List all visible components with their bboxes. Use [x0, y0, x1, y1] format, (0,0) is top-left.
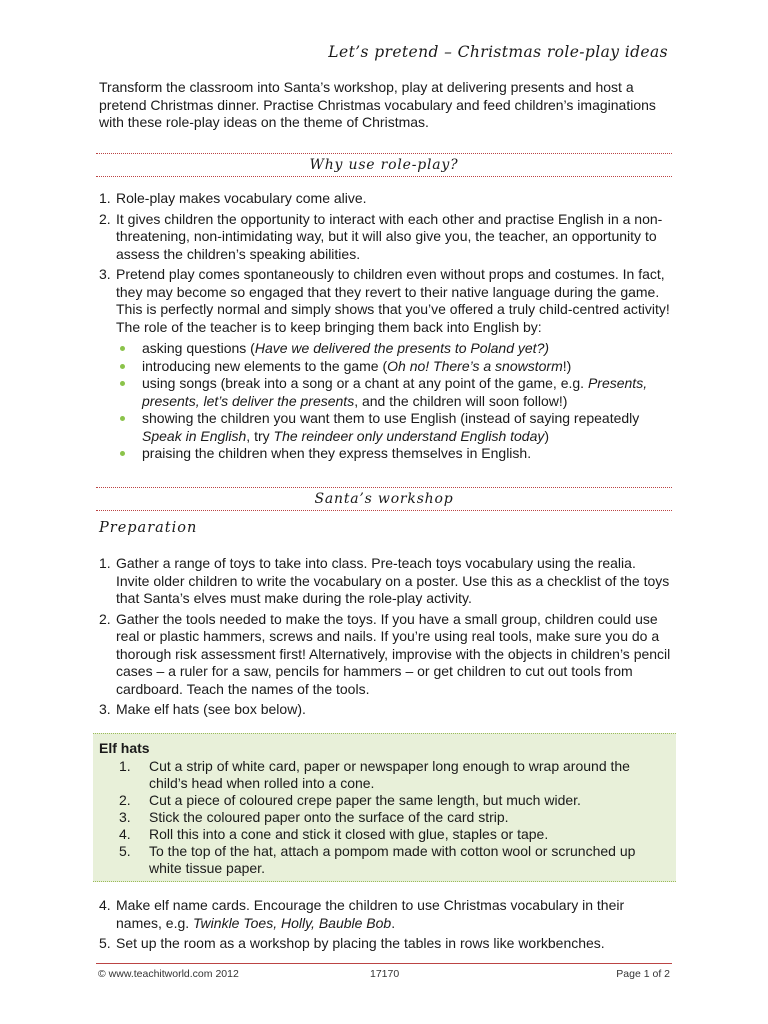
footer-resource-code: 17170 — [370, 968, 400, 980]
step-text: To the top of the hat, attach a pompom made with cotton wool or scrunched up white tissue paper. — [149, 843, 636, 876]
footer-page-number: Page 1 of 2 — [616, 968, 670, 980]
step-text: Cut a piece of coloured crepe paper the same length, but much wider. — [149, 792, 581, 808]
list-text: Make elf hats (see box below). — [116, 701, 306, 717]
step-item — [119, 809, 671, 826]
elf-hats-title: Elf hats — [99, 740, 150, 756]
list-item — [99, 611, 671, 699]
step-text: Roll this into a cone and stick it closed with glue, staples or tape. — [149, 826, 549, 842]
list-item — [99, 935, 671, 953]
step-number: 5. — [119, 843, 131, 859]
bullet-text: asking questions ( — [142, 340, 255, 356]
bullet-dot-icon — [120, 364, 125, 369]
elf-hats-steps — [119, 758, 671, 877]
subheading-preparation: Preparation — [99, 520, 198, 536]
list-text-end: . — [391, 914, 396, 931]
bullet-dot-icon — [120, 416, 125, 421]
bullet-text: introducing new elements to the game ( — [142, 357, 388, 374]
intro-paragraph: Transform the classroom into Santa’s workshop, play at delivering presents and host a pretend Christmas dinner. Practise Christmas vocabulary and feed children’s imaginations with these role-play ideas on the theme of Christmas. — [99, 79, 656, 130]
bullet-dot-icon — [120, 381, 125, 386]
list-text: Make elf name cards. Encourage the children to use Christmas vocabulary in their names, e.g. — [116, 897, 625, 931]
bullet-item — [116, 358, 671, 376]
step-number: 4. — [119, 826, 131, 842]
list-text: Set up the room as a workshop by placing the tables in rows like workbenches. — [116, 935, 605, 951]
step-text: Cut a strip of white card, paper or newspaper long enough to wrap around the child’s head when rolled into a cone. — [149, 758, 630, 791]
list-number: 3. — [99, 701, 111, 717]
list-text: It gives children the opportunity to interact with each other and practise English in a non-threatening, non-intimidating way, but it will also give you, the teacher, an opportunity to assess the children’s speaking abilities. — [116, 210, 663, 262]
list-item — [99, 555, 671, 608]
list-number: 5. — [99, 935, 111, 951]
step-text: Stick the coloured paper onto the surface of the card strip. — [149, 809, 509, 825]
list-item — [99, 190, 671, 208]
bullet-text-end: !) — [562, 357, 572, 374]
list-number: 4. — [99, 897, 111, 913]
bullet-example: Speak in English — [142, 427, 247, 444]
step-number: 3. — [119, 809, 131, 825]
list-text: Gather a range of toys to take into class. Pre-teach toys vocabulary using the realia. Invite older children to write the vocabulary on a poster. Use this as a checklist of the toys that Santa’s elves must make during the role-play activity. — [116, 555, 670, 606]
step-item — [119, 758, 671, 792]
list-item — [99, 701, 671, 719]
list-number: 1. — [99, 555, 111, 571]
bullet-dot-icon — [120, 451, 125, 456]
bullet-item — [116, 375, 671, 410]
bullet-example: Oh no! There’s a snowstorm — [387, 357, 563, 374]
step-number: 2. — [119, 792, 131, 808]
list-number: 2. — [99, 210, 111, 227]
list-text: Gather the tools needed to make the toys. If you have a small group, children could use real or plastic hammers, screws and nails. If you’re using real tools, make sure you do a thorough risk assessment first! Alternatively, improvise with the objects in children’s pencil cases – a ruler for a saw, pencils for hammers – or get children to cut out tools from cardboard. Teach the names of the tools. — [116, 610, 671, 697]
list-example: Twinkle Toes, Holly, Bauble Bob — [193, 914, 392, 931]
bullet-example: Have we delivered the presents to Poland yet?) — [254, 340, 550, 356]
header-title: Let’s pretend – Christmas role-play ideas — [328, 43, 668, 61]
page-footer — [96, 963, 672, 984]
bullet-item — [116, 340, 671, 358]
bullet-text: showing the children you want them to use English (instead of saying repeatedly — [142, 410, 640, 426]
preparation-list — [99, 555, 671, 722]
bullet-text-end: , and the children will soon follow!) — [354, 392, 568, 409]
bullet-text: using songs (break into a song or a chant at any point of the game, e.g. — [142, 375, 588, 391]
bullet-item — [116, 410, 671, 445]
step-number: 1. — [119, 758, 131, 774]
bullet-dot-icon — [120, 346, 125, 351]
list-text: Role-play makes vocabulary come alive. — [116, 190, 367, 206]
section-heading-why-role-play: Why use role-play? — [96, 153, 672, 177]
list-text: Pretend play comes spontaneously to children even without props and costumes. In fact, they may become so engaged that they revert to their native language during the game. This is perfectly normal and simply shows that you’ve offered a truly child-centred activity! The role of the teacher is to keep bringing them back into English by: — [116, 266, 670, 335]
bullet-text: praising the children when they express themselves in English. — [142, 445, 532, 461]
elf-hats-box — [93, 733, 676, 882]
list-item — [99, 266, 671, 463]
list-item — [99, 211, 671, 264]
list-number: 1. — [99, 190, 111, 206]
list-number: 2. — [99, 610, 111, 627]
bullet-text-end: ) — [544, 427, 550, 444]
bullet-item — [116, 445, 671, 463]
preparation-list-continued — [99, 897, 671, 956]
step-item — [119, 826, 671, 843]
list-number: 3. — [99, 266, 111, 282]
bullet-example-2: The reindeer only understand English today — [273, 427, 545, 444]
step-item — [119, 843, 671, 877]
why-role-play-list — [99, 190, 671, 466]
section-heading-santas-workshop: Santa’s workshop — [96, 487, 672, 511]
bullet-text-mid: , try — [246, 427, 274, 444]
footer-copyright: © www.teachitworld.com 2012 — [98, 968, 239, 980]
bullet-example: Presents, presents, let’s deliver the presents — [142, 375, 648, 409]
step-item — [119, 792, 671, 809]
list-item — [99, 897, 671, 932]
teacher-strategies-list — [116, 340, 671, 463]
